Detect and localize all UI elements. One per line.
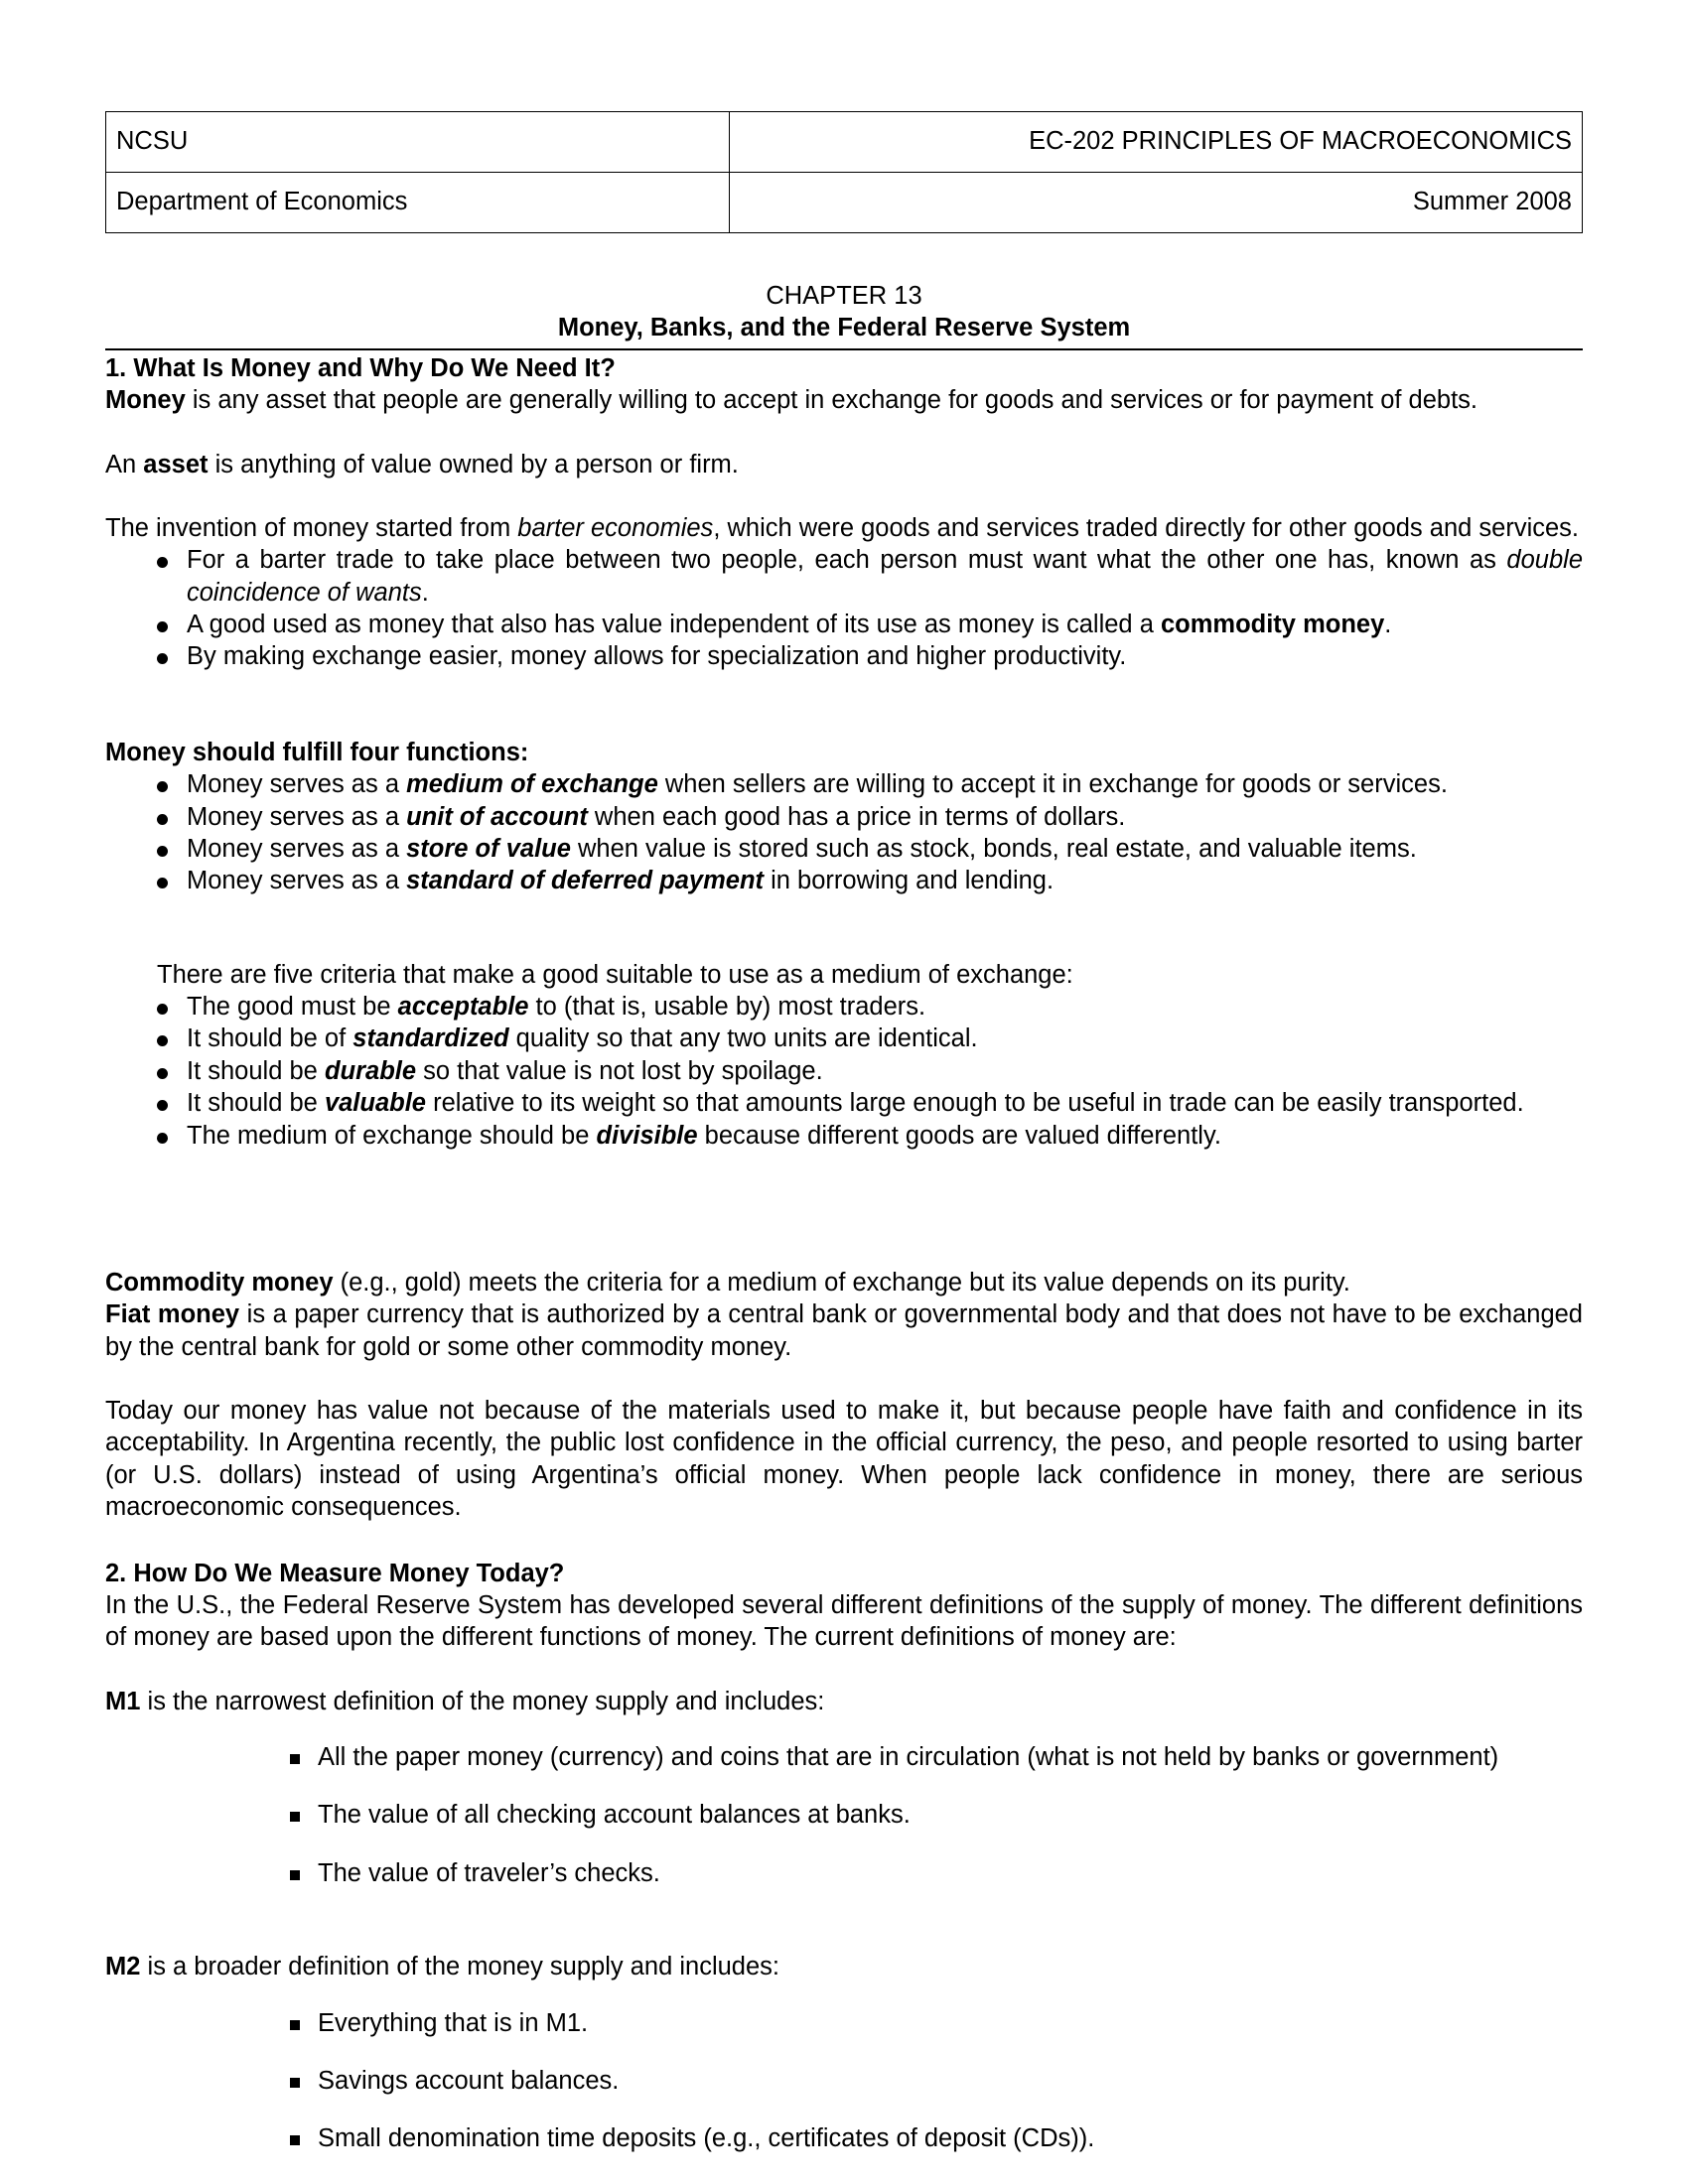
standardized-term: standardized	[352, 1024, 509, 1053]
chapter-title-block	[105, 281, 1583, 344]
bullet-text-post: when value is stored such as stock, bonds, real estate, and valuable items.	[570, 834, 1417, 863]
four-functions-heading: Money should fulfill four functions:	[105, 738, 529, 766]
m1-bullet-list	[105, 1741, 1583, 1889]
bullet-text: It should be	[187, 1056, 325, 1085]
list-item	[105, 865, 1583, 896]
criteria-bullet-list	[105, 991, 1583, 1152]
header-row-bottom	[106, 173, 1583, 233]
five-criteria-intro: There are five criteria that make a good suitable to use as a medium of exchange:	[157, 960, 1073, 989]
commodity-money-text: (e.g., gold) meets the criteria for a medium of exchange but its value depends on its purity.	[333, 1268, 1350, 1297]
asset-term: asset	[143, 450, 209, 478]
m2-label: M2	[105, 1953, 141, 1981]
valuable-term: valuable	[324, 1089, 426, 1118]
store-of-value-term: store of value	[406, 834, 571, 863]
asset-definition-paragraph	[105, 449, 1583, 480]
bullet-text: Money serves as a	[187, 867, 407, 895]
spacer	[105, 480, 1583, 512]
double-coincidence-term: double coincidence of wants	[187, 546, 1583, 607]
spacer	[105, 1524, 1583, 1556]
faith-and-confidence-paragraph: Today our money has value not because of the materials used to make it, but because people have faith and confidence in its acceptability. In Argentina recently, the public lost confidence in the official currency, the peso, and people resorted to using barter (or U.S. dollars) instead of using Argentina’s official money. When people lack confidence in money, there are serious macroeconomic consequences.	[105, 1397, 1583, 1522]
list-item: All the paper money (currency) and coins that are in circulation (what is not held by banks or government)	[105, 1741, 1583, 1773]
spacer	[105, 1152, 1583, 1235]
bullet-text: A good used as money that also has value independent of its use as money is called a	[187, 611, 1161, 638]
fiat-money-paragraph	[105, 1298, 1583, 1363]
list-item	[105, 991, 1583, 1023]
commodity-money-label: Commodity money	[105, 1268, 334, 1297]
bullet-text: Money serves as a	[187, 834, 407, 863]
m2-definition-paragraph	[105, 1951, 1583, 1982]
fiat-money-label: Fiat money	[105, 1300, 240, 1329]
list-item	[105, 801, 1583, 833]
bullet-text-post: when sellers are willing to accept it in exchange for goods or services.	[657, 770, 1448, 799]
commodity-money-paragraph	[105, 1267, 1583, 1298]
header-course-title: EC-202 PRINCIPLES OF MACROECONOMICS	[729, 112, 1582, 173]
m1-definition-text: is the narrowest definition of the money supply and includes:	[140, 1687, 825, 1715]
bullet-text-post: .	[1384, 611, 1392, 638]
m2-definition-text: is a broader definition of the money supply and includes:	[140, 1953, 780, 1981]
list-item	[105, 544, 1583, 609]
list-item: Everything that is in M1.	[105, 2007, 1583, 2039]
barter-bullet-list	[105, 544, 1583, 673]
spacer	[105, 1983, 1583, 2007]
list-item	[105, 1055, 1583, 1087]
list-item	[105, 1120, 1583, 1152]
course-header-table	[105, 111, 1583, 233]
bullet-text-post: to (that is, usable by) most traders.	[528, 993, 926, 1021]
document-content	[105, 111, 1583, 2155]
m2-bullet-list	[105, 2007, 1583, 2155]
spacer	[105, 1363, 1583, 1395]
list-item	[105, 768, 1583, 800]
list-item	[105, 1023, 1583, 1054]
bullet-text-post: so that value is not lost by spoilage.	[416, 1056, 823, 1085]
barter-prefix: The invention of money started from	[105, 513, 518, 542]
measure-money-intro-paragraph: In the U.S., the Federal Reserve System has developed several different definitions of the supply of money. The different definitions of money are based upon the different functions of money. The current definitions of money are:	[105, 1590, 1583, 1652]
bullet-text: It should be of	[187, 1024, 353, 1053]
spacer	[105, 417, 1583, 449]
divisible-term: divisible	[596, 1121, 698, 1150]
money-functions-bullet-list	[105, 768, 1583, 897]
asset-prefix: An	[105, 450, 144, 478]
spacer	[105, 1654, 1583, 1686]
chapter-number: CHAPTER 13	[766, 282, 922, 310]
bullet-text: The good must be	[187, 993, 398, 1021]
chapter-title: Money, Banks, and the Federal Reserve System	[557, 313, 1131, 341]
barter-rest-text: , which were goods and services traded directly for other goods and services.	[713, 513, 1580, 542]
unit-of-account-term: unit of account	[406, 802, 588, 831]
header-institution: NCSU	[106, 112, 730, 173]
bullet-text-post: quality so that any two units are identical.	[508, 1024, 978, 1053]
bullet-text-post: when each good has a price in terms of dollars.	[587, 802, 1126, 831]
header-term: Summer 2008	[729, 173, 1582, 233]
list-item	[105, 609, 1583, 640]
section-2-heading: 2. How Do We Measure Money Today?	[105, 1559, 565, 1587]
list-item: The value of traveler’s checks.	[105, 1857, 1583, 1889]
list-item	[105, 640, 1583, 672]
list-item: The value of all checking account balances at banks.	[105, 1799, 1583, 1831]
bullet-text: Money serves as a	[187, 802, 407, 831]
fiat-money-text: is a paper currency that is authorized by a central bank or governmental body and that does not have to be exchanged by the central bank for gold or some other commodity money.	[105, 1300, 1583, 1361]
bullet-text-post: in borrowing and lending.	[764, 867, 1055, 895]
header-department: Department of Economics	[106, 173, 730, 233]
list-item	[105, 833, 1583, 865]
title-divider	[105, 348, 1583, 350]
money-term: Money	[105, 386, 186, 415]
spacer	[105, 673, 1583, 735]
money-definition-text: is any asset that people are generally willing to accept in exchange for goods and services or for payment of debts.	[185, 386, 1478, 415]
m1-label: M1	[105, 1687, 141, 1715]
bullet-text-post: .	[421, 578, 429, 607]
header-row-top	[106, 112, 1583, 173]
medium-of-exchange-term: medium of exchange	[406, 770, 658, 799]
bullet-text-post: relative to its weight so that amounts large enough to be useful in trade can be easily transported.	[426, 1089, 1524, 1118]
acceptable-term: acceptable	[397, 993, 529, 1021]
barter-economies-term: barter economies	[517, 513, 714, 542]
asset-definition-text: is anything of value owned by a person or firm.	[208, 450, 739, 478]
money-definition-paragraph	[105, 384, 1583, 416]
bullet-text: Money serves as a	[187, 770, 407, 799]
standard-of-deferred-payment-term: standard of deferred payment	[406, 867, 765, 895]
spacer	[105, 897, 1583, 959]
bullet-text: The medium of exchange should be	[187, 1121, 597, 1150]
bullet-text: By making exchange easier, money allows for specialization and higher productivity.	[187, 642, 1127, 671]
bullet-text: It should be	[187, 1089, 325, 1118]
durable-term: durable	[324, 1056, 417, 1085]
bullet-text: For a barter trade to take place between two people, each person must want what the other one has, known as	[187, 546, 1507, 575]
spacer	[105, 1889, 1583, 1951]
section-1-heading: 1. What Is Money and Why Do We Need It?	[105, 353, 616, 382]
m1-definition-paragraph	[105, 1686, 1583, 1717]
spacer	[105, 1717, 1583, 1741]
barter-economies-paragraph	[105, 512, 1583, 544]
spacer	[105, 1235, 1583, 1267]
list-item	[105, 1087, 1583, 1119]
list-item: Small denomination time deposits (e.g., certificates of deposit (CDs)).	[105, 2122, 1583, 2154]
bullet-text-post: because different goods are valued differently.	[697, 1121, 1221, 1150]
list-item: Savings account balances.	[105, 2065, 1583, 2097]
commodity-money-term: commodity money	[1160, 611, 1385, 638]
